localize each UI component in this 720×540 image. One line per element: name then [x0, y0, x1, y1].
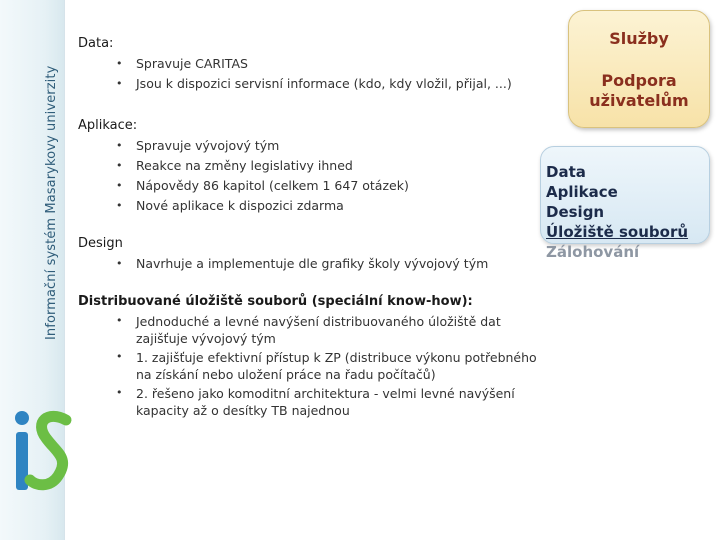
section-aplikace-list	[78, 136, 548, 216]
list-item: • Reakce na změny legislativy ihned	[114, 156, 548, 176]
section-title-uloziste: Distribuované úložiště souborů (speciální know-how):	[78, 294, 473, 309]
list-item: • 1. zajišťuje efektivní přístup k ZP (distribuce výkonu potřebného na získání nebo uložení práce na řadu počítačů)	[114, 348, 548, 384]
section-title-design: Design	[78, 236, 123, 251]
vertical-title: Informační systém Masarykovy univerzity	[44, 65, 59, 340]
menu-item-zalohovani[interactable]: Zálohování	[546, 243, 640, 261]
services-title: Služby	[609, 29, 669, 48]
menu-item-design[interactable]: Design	[546, 203, 605, 221]
section-uloziste-list	[78, 312, 548, 420]
section-title-aplikace: Aplikace:	[78, 118, 138, 133]
section-aplikace	[78, 116, 548, 216]
menu-item-data[interactable]: Data	[546, 163, 586, 181]
menu-item-uloziste[interactable]: Úložiště souborů	[546, 223, 689, 241]
list-item: • Spravuje CARITAS	[114, 54, 548, 74]
list-item: • Jsou k dispozici servisní informace (kdo, kdy vložil, přijal, ...)	[114, 74, 548, 94]
section-uloziste	[78, 292, 548, 420]
topic-menu	[546, 162, 688, 262]
section-design-list	[78, 254, 548, 274]
main-content	[78, 34, 548, 420]
is-logo-icon	[8, 400, 78, 500]
section-title-data: Data:	[78, 36, 114, 51]
menu-item-aplikace[interactable]: Aplikace	[546, 183, 618, 201]
list-item: • Jednoduché a levné navýšení distribuovaného úložiště dat zajišťuje vývojový tým	[114, 312, 548, 348]
services-subtitle	[569, 71, 709, 111]
list-item: • Spravuje vývojový tým	[114, 136, 548, 156]
services-box[interactable]	[568, 10, 710, 128]
section-data	[78, 34, 548, 94]
section-data-list	[78, 54, 548, 94]
services-subtitle-line1: Podpora	[601, 71, 677, 90]
list-item: • Nápovědy 86 kapitol (celkem 1 647 otázek)	[114, 176, 548, 196]
list-item: • Navrhuje a implementuje dle grafiky školy vývojový tým	[114, 254, 548, 274]
list-item: • 2. řešeno jako komoditní architektura - velmi levné navýšení kapacity až o desítky TB najednou	[114, 384, 548, 420]
section-design	[78, 234, 548, 274]
services-subtitle-line2: uživatelům	[589, 91, 689, 110]
list-item: • Nové aplikace k dispozici zdarma	[114, 196, 548, 216]
